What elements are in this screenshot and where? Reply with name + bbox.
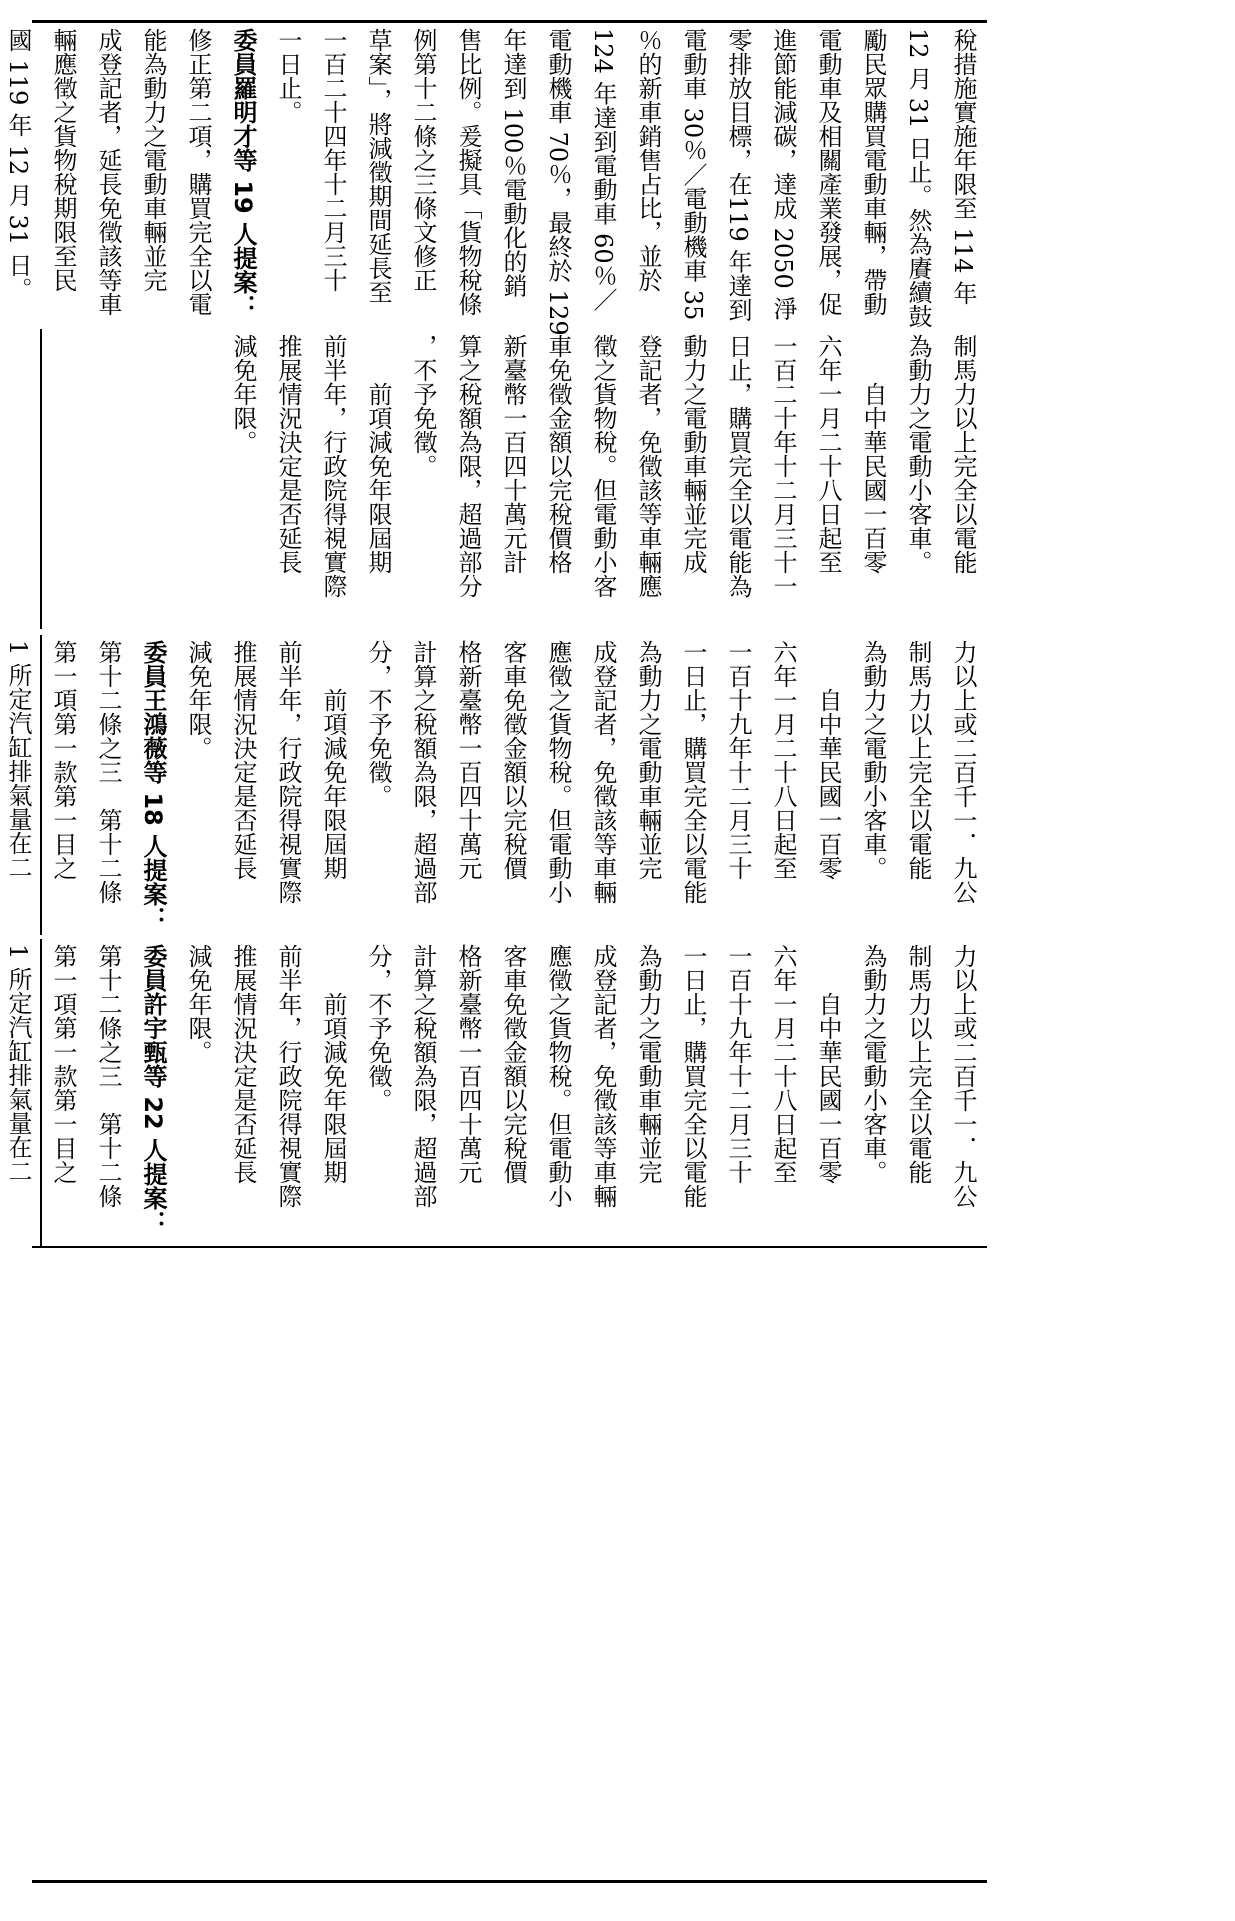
text-column-2 [25,334,985,629]
text-line: 國 119 年 12 月 31 日。 [4,28,32,301]
text-line: 減免年限。 [184,640,212,760]
text-line: 第十二條之三 第十二條 [94,640,122,904]
text-line: 一日止，購買完全以電能 [679,640,707,904]
text-line: 推展情況決定是否延長 [274,334,302,574]
text-line: 前項減免年限屆期 [364,334,392,574]
text-line: 分，不予免徵。 [364,640,392,808]
text-line: 應徵之貨物稅。但電動小 [544,944,572,1208]
text-line: 12 月 31 日止。然為賡續鼓 [904,28,932,328]
text-line: ，不予免徵。 [409,334,437,478]
text-line: 自中華民國一百零 [814,944,842,1184]
text-line: 委員王鴻薇等 18 人提案： [139,640,167,931]
text-line: 為動力之電動小客車。 [904,334,932,574]
text-line: 一百二十四年十二月三十 [319,28,347,292]
text-line: 一日止，購買完全以電能 [679,944,707,1208]
text-line: 六年一月二十八日起至 [769,944,797,1184]
text-line: 前半年，行政院得視實際 [274,944,302,1208]
text-line: 自中華民國一百零 [859,334,887,574]
text-line: 稅措施實施年限至 114 年 [949,28,977,306]
text-line: 電動車及相關產業發展，促 [814,28,842,316]
text-line: 成登記者，延長免徵該等車 [94,28,122,316]
text-line: 為動力之電動車輛並完 [634,944,662,1184]
text-line: 前項減免年限屆期 [319,944,347,1184]
text-line: 一日止。 [274,28,302,124]
text-line: 制馬力以上完全以電能 [949,334,977,574]
text-line: 124 年達到電動車 60％／ [589,28,617,312]
text-line: 為動力之電動車輛並完 [634,640,662,880]
text-line: 新臺幣一百四十萬元計 [499,334,527,574]
text-line: 前半年，行政院得視實際 [274,640,302,904]
text-line: 一百十九年十二月三十 [724,944,752,1184]
text-line: 一百二十年十二月三十一 [769,334,797,598]
text-line: 減免年限。 [184,944,212,1064]
text-line: 車免徵金額以完稅價格 [544,334,572,574]
text-line: 計算之稅額為限，超過部 [409,640,437,904]
text-column-4 [4,944,985,1242]
text-line: 格新臺幣一百四十萬元 [454,640,482,880]
text-line: 能為動力之電動車輛並完 [139,28,167,292]
text-line: 年達到 100％電動化的銷 [499,28,527,298]
text-line: 推展情況決定是否延長 [229,944,257,1184]
text-line: 為動力之電動小客車。 [859,944,887,1184]
text-line: 日止，購買完全以電能為 [724,334,752,598]
text-line: 例第十二條之三條文修正 [409,28,437,292]
text-line: 一百十九年十二月三十 [724,640,752,880]
text-line: 輛應徵之貨物稅期限至民 [49,28,77,292]
text-line: 第一項第一款第一目之 [49,944,77,1184]
text-line: 動力之電動車輛並完成 [679,334,707,574]
text-line: 電動機車 70％，最終於 129 [544,28,572,336]
text-line: 分，不予免徵。 [364,944,392,1112]
text-line: 為動力之電動小客車。 [859,640,887,880]
text-column-1 [4,28,985,336]
bottom-border [32,1880,987,1883]
text-line: 制馬力以上完全以電能 [904,944,932,1184]
text-line: 減免年限。 [229,334,257,454]
text-line: 零排放目標，在119 年達到 [724,28,752,322]
text-line: 1 所定汽缸排氣量在二 [4,640,32,879]
text-line: 售比例。爰擬具「貨物稅條 [454,28,482,316]
text-line: 六年一月二十八日起至 [769,640,797,880]
text-line: 電動車 30％／電動機車 35 [679,28,707,321]
text-line: 成登記者，免徵該等車輛 [589,944,617,1208]
text-line: 委員許宇甄等 22 人提案： [139,944,167,1235]
text-line: ％的新車銷售占比，並於 [634,28,662,292]
text-line: 第一項第一款第一目之 [49,640,77,880]
text-line: 力以上或二百千一．九公 [949,944,977,1208]
text-line: 進節能減碳，達成 2050 淨 [769,28,797,321]
text-line: 自中華民國一百零 [814,640,842,880]
text-line: 制馬力以上完全以電能 [904,640,932,880]
text-line: 第十二條之三 第十二條 [94,944,122,1208]
text-line: 力以上或二百千一．九公 [949,640,977,904]
text-line: 算之稅額為限，超過部分 [454,334,482,598]
section-divider [32,1246,987,1248]
text-line: 計算之稅額為限，超過部 [409,944,437,1208]
text-line: 勵民眾購買電動車輛，帶動 [859,28,887,316]
text-line: 成登記者，免徵該等車輛 [589,640,617,904]
text-line: 委員羅明才等 19 人提案： [229,28,257,319]
text-line: 前半年，行政院得視實際 [319,334,347,598]
text-line: 1 所定汽缸排氣量在二 [4,944,32,1183]
text-line: 客車免徵金額以完稅價 [499,944,527,1184]
text-line: 六年一月二十八日起至 [814,334,842,574]
text-line: 客車免徵金額以完稅價 [499,640,527,880]
text-line: 草案」，將減徵期間延長至 [364,28,392,304]
text-line: 應徵之貨物稅。但電動小 [544,640,572,904]
text-line: 推展情況決定是否延長 [229,640,257,880]
text-line: 格新臺幣一百四十萬元 [454,944,482,1184]
text-line: 修正第二項，購買完全以電 [184,28,212,316]
top-border [32,20,987,23]
text-line: 徵之貨物稅。但電動小客 [589,334,617,598]
text-line: 前項減免年限屆期 [319,640,347,880]
text-line: 登記者，免徵該等車輛應 [634,334,662,598]
text-column-3 [4,640,985,935]
